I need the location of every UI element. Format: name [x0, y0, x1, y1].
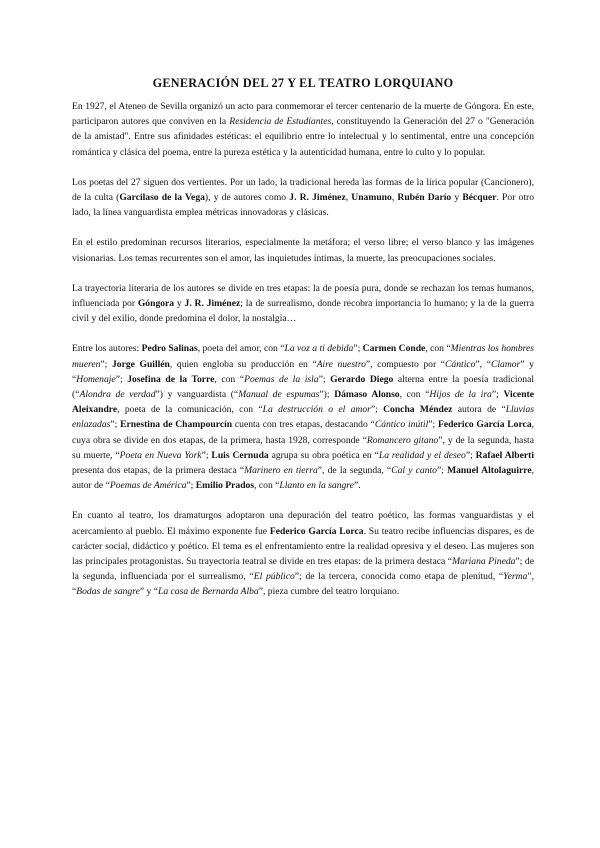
- text-run: ”.: [353, 480, 361, 492]
- bold-text-run: Unamuno: [351, 192, 392, 204]
- text-run: ” y “: [72, 358, 534, 385]
- text-run: ”, pieza cumbre del teatro lorquiano.: [258, 586, 400, 598]
- text-run: . Por otro lado, la línea vanguardista emplea métricas innovadoras y clásicas.: [72, 192, 535, 219]
- text-run: ”;: [428, 419, 438, 431]
- text-run: autora de “: [452, 404, 506, 416]
- text-run: , con “: [399, 389, 430, 401]
- text-run: Entre los autores:: [72, 343, 142, 355]
- italic-text-run: Cal y canto: [391, 465, 437, 477]
- text-run: presenta dos etapas, de la primera destaca “: [72, 465, 245, 477]
- text-run: , con “: [425, 343, 451, 355]
- text-run: y: [174, 298, 185, 310]
- text-run: ), y de autores como: [204, 192, 290, 204]
- bold-text-run: Luis Cernuda: [211, 449, 269, 461]
- italic-text-run: La realidad y el deseo: [378, 449, 466, 461]
- bold-text-run: Góngora: [137, 298, 175, 310]
- text-run: ”;: [100, 358, 112, 370]
- bold-text-run: Bécquer: [462, 192, 497, 204]
- text-run: ”;: [370, 404, 384, 416]
- text-run: , con “: [254, 480, 280, 492]
- text-run: ”;: [201, 449, 212, 461]
- document-title: GENERACIÓN DEL 27 Y EL TEATRO LORQUIANO: [152, 76, 454, 90]
- italic-text-run: La casa de Bernarda Alba: [158, 586, 259, 598]
- bold-text-run: Gerardo Diego: [330, 373, 394, 385]
- text-run: ”);: [319, 389, 335, 401]
- text-run: ”;: [436, 465, 448, 477]
- text-run: alterna entre la poesía tradicional (“: [72, 373, 535, 401]
- bold-text-run: Federico García Lorca: [269, 525, 364, 537]
- text-run: , poeta de la comunicación, con “: [117, 404, 263, 416]
- bold-text-run: Ernestina de Champourcín: [120, 419, 233, 431]
- italic-text-run: Bodas de sangre: [76, 586, 140, 598]
- italic-text-run: Lluvias enlazadas: [72, 404, 534, 431]
- text-run: ”, “: [72, 571, 534, 598]
- bold-text-run: Garcilaso de la Vega: [119, 192, 205, 204]
- text-run: Los poetas del 27 siguen dos vertientes. Por un lado, la tradicional hereda las formas de la lírica popular (Cancionero), de la culta (: [72, 176, 534, 204]
- text-run: ”, y de la segunda, hasta su muerte, “: [72, 434, 534, 461]
- bold-text-run: Dámaso Alonso: [334, 389, 400, 401]
- italic-text-run: Llanto en la sangre: [279, 480, 354, 492]
- text-run: ”, de la segunda, “: [317, 465, 392, 477]
- text-run: ”) y vanguardista (“: [155, 389, 239, 401]
- paragraph-style-themes: [72, 235, 534, 265]
- italic-text-run: Cántico: [445, 358, 476, 370]
- italic-text-run: Poeta en Nueva York: [119, 449, 202, 461]
- text-run: ”, compuesto por “: [365, 358, 446, 370]
- bold-text-run: Rubén Darío: [397, 192, 452, 204]
- italic-text-run: La destrucción o el amor: [262, 404, 371, 416]
- text-run: En el estilo predominan recursos literarios, especialmente la metáfora; el verso libre; el verso blanco y las imágenes visionarias. Los temas recurrentes son el amor, las inquietudes íntimas, la muerte, las preocupaciones sociales.: [72, 237, 534, 264]
- italic-text-run: Cántico inútil: [374, 419, 429, 431]
- text-run: , quien engloba su producción en “: [169, 358, 317, 370]
- text-run: ”;: [110, 419, 121, 431]
- document-body: [72, 99, 534, 615]
- paragraph-three-stages: [72, 281, 534, 327]
- bold-text-run: Carmen Conde: [362, 343, 426, 355]
- bold-text-run: Concha Méndez: [383, 404, 453, 416]
- italic-text-run: Mientras los hombres mueren: [72, 343, 535, 370]
- text-run: ”, “: [475, 358, 491, 370]
- text-run: agrupa su obra poética en “: [268, 449, 379, 461]
- italic-text-run: Aire nuestro: [316, 358, 366, 370]
- text-run: ” y “: [139, 586, 158, 598]
- paragraph-generation-intro: [72, 99, 534, 160]
- bold-text-run: Emilio Prados: [195, 480, 255, 492]
- italic-text-run: Poemas de la isla: [244, 373, 319, 385]
- paragraph-theatre: [72, 508, 534, 599]
- text-run: ”;: [115, 373, 128, 385]
- text-run: ,: [391, 192, 398, 204]
- text-run: En cuanto al teatro, los dramaturgos adoptaron una depuración del teatro poético, las formas vanguardistas y el acercamiento al pueblo. El máximo exponente fue: [72, 510, 534, 537]
- italic-text-run: Romancero gitano: [366, 434, 439, 446]
- italic-text-run: Mariana Pineda: [452, 556, 516, 568]
- text-run: ,: [345, 192, 352, 204]
- italic-text-run: Manual de espumas: [238, 389, 320, 401]
- text-run: , constituyendo la Generación del 27 o "Generación de la amistad". Entre sus afinidades estéticas: el equilibrio entre lo intelectual y lo sentimental, entre una concepción romántica y clásica del poema, entre la pureza estética y la autenticidad humana, entre lo culto y lo popular.: [72, 116, 534, 158]
- text-run: , autor de “: [72, 465, 535, 492]
- text-run: La trayectoria literaria de los autores se divide en tres etapas: la de poesía pura, donde se rechazan los temas humanos, influenciada por: [72, 282, 534, 310]
- bold-text-run: Manuel Altolaguirre: [447, 465, 532, 477]
- bold-text-run: Vicente Aleixandre: [72, 389, 534, 416]
- italic-text-run: Alondra de verdad: [79, 389, 156, 401]
- bold-text-run: J. R. Jiménez: [289, 192, 346, 204]
- text-run: ”;: [353, 343, 363, 355]
- text-run: y: [451, 192, 463, 204]
- bold-text-run: Josefina de la Torre: [127, 373, 215, 385]
- bold-text-run: J. R. Jiménez: [184, 298, 241, 310]
- text-run: . Su teatro recibe influencias dispares, es de carácter social, didáctico y poético. El tema es el enfrentamiento entre la realidad opresiva y el deseo. Las mujeres son las principales protagonistas. Su trayectoria teatral se divide en tres etapas: de la primera destaca “: [72, 525, 534, 568]
- text-run: ”;: [465, 449, 476, 461]
- text-run: En 1927, el Ateneo de Sevilla organizó un acto para conmemorar el tercer centenario de la muerte de Góngora. En este, participaron autores que conviven en la: [72, 101, 534, 128]
- text-run: , poeta del amor, con “: [197, 343, 285, 355]
- italic-text-run: Hijos de la ira: [429, 389, 492, 401]
- text-run: , cuya obra se divide en dos etapas, de la primera, hasta 1928, corresponde “: [72, 419, 535, 446]
- text-run: ”;: [491, 389, 504, 401]
- text-run: ”;: [186, 480, 196, 492]
- italic-text-run: Residencia de Estudiantes: [229, 116, 332, 128]
- text-run: ”; de la segunda, influenciada por el surrealismo, “: [72, 556, 534, 583]
- bold-text-run: Jorge Guillén: [111, 358, 170, 370]
- text-run: ”; de la tercera, conocida como etapa de plenitud, “: [294, 571, 504, 583]
- italic-text-run: La voz a ti debida: [284, 343, 354, 355]
- text-run: , con “: [214, 373, 245, 385]
- italic-text-run: Poemas de América: [109, 480, 187, 492]
- paragraph-authors: [72, 341, 534, 493]
- italic-text-run: Yerma: [503, 571, 528, 583]
- text-run: ; la de surrealismo, donde recobra importancia lo humano; y la de la guerra civil y del exilio, donde predomina el dolor, la nostalgia…: [72, 298, 534, 325]
- italic-text-run: Homenaje: [76, 373, 116, 385]
- text-run: cuenta con tres etapas, destacando “: [232, 419, 375, 431]
- bold-text-run: Federico García Lorca: [437, 419, 532, 431]
- italic-text-run: El público: [253, 571, 295, 583]
- bold-text-run: Rafael Alberti: [475, 449, 534, 461]
- bold-text-run: Pedro Salinas: [141, 343, 198, 355]
- italic-text-run: Marinero en tierra: [244, 465, 318, 477]
- text-run: ”;: [318, 373, 331, 385]
- paragraph-two-currents: [72, 175, 534, 221]
- italic-text-run: Clamor: [490, 358, 521, 370]
